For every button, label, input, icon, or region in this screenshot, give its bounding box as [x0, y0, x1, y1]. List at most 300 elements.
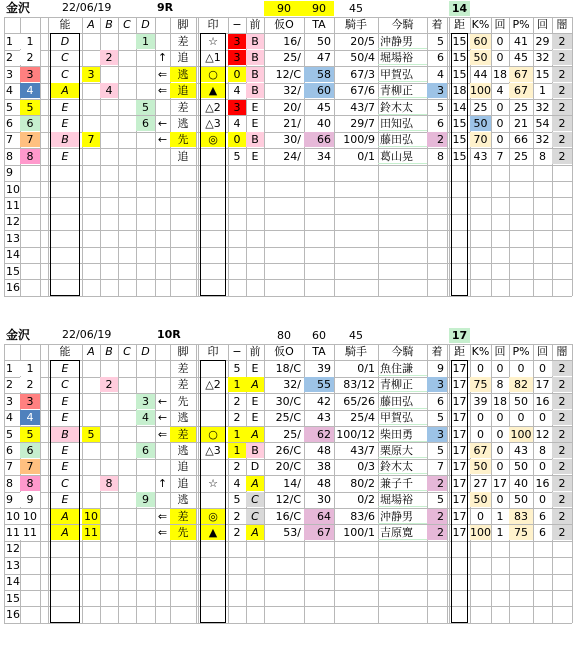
dark-horse-rating: 2 [552, 83, 572, 98]
col-d [136, 377, 155, 392]
finish-position: 9 [437, 361, 444, 375]
horse-number: 11 [20, 525, 40, 540]
k-return: 0 [496, 443, 504, 457]
header-kari: 仮O [274, 345, 294, 358]
grid-row-line [4, 590, 572, 591]
header-kari: 仮O [274, 18, 294, 31]
running-style: 追 [177, 51, 189, 65]
p-return: 6 [539, 525, 546, 539]
col-d: 6 [136, 116, 155, 131]
col-d: 9 [136, 492, 155, 507]
distance: 17 [452, 361, 467, 375]
ta-score: 60 [304, 83, 334, 98]
previous-rank: E [251, 100, 259, 114]
finish-position: 5 [437, 100, 444, 114]
horse-number: 9 [20, 492, 40, 507]
row-number: 12 [6, 542, 20, 556]
distance: 17 [452, 443, 467, 457]
grid-row-line [4, 197, 572, 198]
grid-col-line [572, 17, 573, 296]
col-a [82, 492, 100, 507]
trend-arrow: ← [157, 411, 168, 425]
col-c [118, 394, 136, 409]
race-date: 22/06/19 [62, 1, 112, 14]
row-number: 15 [6, 591, 20, 605]
trend-arrow: ← [157, 116, 168, 130]
rank-diff: 2 [233, 394, 241, 408]
col-c [118, 427, 136, 442]
jockey-stats: 0/1 [357, 149, 375, 163]
horse-number: 6 [20, 116, 40, 131]
jockey-name: 堀場裕 [378, 50, 427, 65]
p-percent: 0 [517, 361, 525, 375]
dark-horse-rating: 2 [552, 394, 572, 409]
k-return: 0 [496, 411, 504, 425]
ta-score: 45 [317, 100, 331, 114]
p-return: 6 [539, 509, 546, 523]
p-percent: 50 [514, 493, 528, 507]
col-b [100, 509, 118, 524]
trend-arrow: ⇐ [157, 427, 168, 441]
ta-score: 48 [317, 476, 331, 490]
jockey-name: 兼子千 [378, 476, 427, 491]
finish-position: 7 [437, 460, 444, 474]
jockey-stats: 100/1 [343, 525, 375, 539]
jockey-name: 柴田勇 [378, 427, 427, 442]
header-kai2: 回 [537, 345, 548, 358]
grid-row-line [4, 557, 572, 558]
finish-position: 6 [437, 116, 444, 130]
ability-rank: E [61, 394, 69, 408]
dark-horse-rating: 2 [552, 410, 572, 425]
top-kari-value: 90 [264, 1, 304, 16]
grid-row-line [4, 165, 572, 166]
k-percent: 43 [473, 149, 488, 163]
grid-col-line [449, 344, 450, 623]
previous-rank: C [246, 492, 264, 507]
ta-score: 42 [317, 394, 331, 408]
distance: 15 [452, 133, 467, 147]
jockey-stats: 25/4 [350, 411, 375, 425]
ability-rank: E [61, 116, 69, 130]
finish-position: 3 [427, 427, 447, 442]
prediction-mark: ◎ [201, 132, 225, 147]
k-return: 0 [496, 427, 504, 441]
ability-rank: E [61, 361, 69, 375]
ability-rank: B [51, 427, 79, 442]
finish-position: 3 [427, 83, 447, 98]
header-konkishu: 今騎 [391, 18, 414, 31]
grid-row-line [4, 344, 572, 345]
col-a [82, 394, 100, 409]
header-kishu: 騎手 [345, 18, 367, 31]
dark-horse-rating: 2 [552, 67, 572, 82]
prediction-mark: ○ [201, 427, 225, 442]
header-a: A [87, 345, 95, 358]
header-dash: − [232, 345, 242, 358]
k-return: 0 [496, 493, 504, 507]
dark-horse-rating: 2 [552, 443, 572, 458]
finish-position: 5 [437, 411, 444, 425]
jockey-name: 青柳正 [378, 83, 427, 98]
prediction-mark: ☆ [208, 34, 218, 48]
jockey-stats: 67/3 [350, 67, 375, 81]
trend-arrow: ← [157, 133, 168, 147]
distance: 15 [452, 149, 467, 163]
horse-number: 7 [20, 459, 40, 474]
k-percent: 50 [470, 116, 491, 131]
row-number: 13 [6, 231, 20, 245]
k-return: 0 [496, 133, 504, 147]
p-percent: 83 [509, 509, 533, 524]
ta-score: 40 [317, 116, 331, 130]
jockey-name: 吉原寛 [378, 525, 427, 540]
header-ta: TA [312, 18, 326, 31]
col-b [100, 34, 118, 49]
previous-rank: A [246, 525, 264, 540]
col-c [118, 443, 136, 458]
running-style: 先 [170, 132, 196, 147]
prediction-mark: ◎ [201, 509, 225, 524]
col-c [118, 100, 136, 115]
col-c [118, 377, 136, 392]
col-a [82, 116, 100, 131]
previous-rank: A [246, 427, 264, 442]
jockey-stats: 50/4 [350, 51, 375, 65]
k-percent: 50 [470, 492, 491, 507]
jockey-stats: 100/12 [336, 427, 375, 441]
prediction-mark: ○ [201, 67, 225, 82]
dark-horse-rating: 2 [552, 100, 572, 115]
row-number: 2 [6, 51, 13, 65]
row-number: 10 [6, 182, 20, 196]
running-style: 先 [177, 394, 189, 408]
ability-rank: C [61, 476, 69, 490]
previous-rank: A [246, 476, 264, 491]
trend-arrow [155, 377, 170, 392]
trend-arrow [155, 34, 170, 49]
horse-number: 6 [20, 443, 40, 458]
jockey-stats: 0/3 [357, 460, 375, 474]
distance: 14 [452, 100, 467, 114]
p-return: 0 [539, 460, 546, 474]
provisional-odds: 26/C [275, 443, 301, 457]
ta-score: 66 [304, 132, 334, 147]
dark-horse-rating: 2 [552, 476, 572, 491]
k-return: 0 [496, 460, 504, 474]
col-d: 3 [136, 394, 155, 409]
header-shirushi: 印 [207, 18, 219, 31]
ability-rank: E [61, 443, 69, 457]
k-return: 0 [496, 361, 504, 375]
p-return: 29 [535, 34, 550, 48]
jockey-name: 甲賀弘 [378, 67, 427, 82]
p-return: 8 [539, 443, 546, 457]
jockey-name: 甲賀弘 [378, 410, 427, 425]
header-c: C [123, 345, 131, 358]
jockey-name: 鈴木太 [378, 459, 427, 474]
col-b [100, 67, 118, 82]
k-percent: 100 [470, 525, 491, 539]
k-return: 1 [496, 509, 504, 523]
trend-arrow: ← [157, 394, 168, 408]
ability-rank: E [61, 493, 69, 507]
jockey-stats: 20/5 [350, 34, 375, 48]
grid-row-line [4, 17, 572, 18]
running-style: 差 [177, 361, 189, 375]
k-return: 18 [493, 394, 507, 408]
p-percent: 67 [509, 67, 533, 82]
ta-score: 55 [304, 377, 334, 392]
row-number: 10 [6, 509, 20, 523]
k-return: 1 [496, 525, 504, 539]
col-a [82, 83, 100, 98]
header-yami: 闇 [556, 18, 568, 31]
k-percent: 27 [473, 476, 488, 490]
ability-rank: D [60, 34, 70, 48]
grid-col-line [572, 344, 573, 623]
col-a [82, 443, 100, 458]
ability-rank: E [61, 411, 69, 425]
finish-position: 6 [437, 51, 444, 65]
previous-rank: E [251, 116, 259, 130]
col-d: 1 [136, 34, 155, 49]
p-percent: 21 [514, 116, 528, 130]
p-return: 15 [535, 67, 550, 81]
top-kyori-value: 14 [449, 1, 470, 16]
col-b [100, 132, 118, 147]
prediction-mark: △1 [205, 51, 221, 65]
provisional-odds: 12/C [275, 493, 301, 507]
finish-position: 6 [437, 394, 444, 408]
horse-number: 5 [20, 100, 40, 115]
header-chaku: 着 [431, 345, 443, 358]
previous-rank: C [246, 509, 264, 524]
grid-row-line [4, 623, 572, 624]
grid-col-line [48, 344, 49, 623]
trend-arrow [155, 459, 170, 474]
horse-number: 7 [20, 132, 40, 147]
previous-rank: E [251, 394, 259, 408]
rank-diff: 2 [233, 509, 241, 523]
k-return: 0 [496, 34, 504, 48]
p-return: 1 [539, 84, 546, 98]
col-b: 4 [100, 83, 118, 98]
row-number: 3 [6, 394, 13, 408]
col-d: 6 [136, 443, 155, 458]
jockey-name: 藤田弘 [378, 394, 427, 409]
header-ppct: P% [512, 18, 530, 31]
horse-number: 1 [20, 34, 40, 49]
p-return: 8 [539, 149, 546, 163]
ta-score: 30 [317, 493, 331, 507]
p-return: 32 [535, 100, 550, 114]
provisional-odds: 25/C [275, 411, 301, 425]
row-number: 4 [6, 84, 13, 98]
p-percent: 43 [514, 443, 528, 457]
previous-rank: A [246, 377, 264, 392]
col-d [136, 525, 155, 540]
ta-score: 58 [304, 67, 334, 82]
row-number: 11 [6, 198, 20, 212]
col-c [118, 361, 136, 376]
rank-diff: 1 [228, 377, 246, 392]
p-percent: 45 [514, 51, 528, 65]
col-c [118, 525, 136, 540]
k-return: 0 [496, 100, 504, 114]
header-kai: 回 [494, 345, 506, 358]
running-style: 逃 [177, 493, 189, 507]
k-percent: 70 [470, 132, 491, 147]
race-number: 9R [157, 1, 174, 14]
p-percent: 0 [517, 411, 525, 425]
col-c [118, 67, 136, 82]
jockey-stats: 100/9 [343, 133, 375, 147]
row-number: 1 [6, 34, 13, 48]
grid-row-line [4, 214, 572, 215]
col-c [118, 459, 136, 474]
p-return: 12 [535, 427, 550, 441]
p-percent: 40 [514, 476, 528, 490]
jockey-name: 魚住謙 [378, 361, 427, 376]
k-percent: 75 [470, 377, 491, 392]
header-konkishu: 今騎 [391, 345, 414, 358]
distance: 17 [452, 493, 467, 507]
col-c [118, 476, 136, 491]
header-shirushi: 印 [207, 345, 219, 358]
header-yami: 闇 [556, 345, 568, 358]
prediction-mark: △2 [205, 100, 221, 114]
previous-rank: B [246, 132, 264, 147]
grid-col-line [198, 344, 199, 623]
p-percent: 66 [514, 133, 528, 147]
running-style: 追 [177, 460, 189, 474]
jockey-name: 沖静男 [378, 34, 427, 49]
rank-diff: 3 [228, 100, 246, 115]
row-number: 6 [6, 116, 13, 130]
row-number: 13 [6, 558, 20, 572]
ta-score: 48 [317, 443, 331, 457]
jockey-stats: 83/6 [350, 509, 375, 523]
row-number: 9 [6, 166, 13, 180]
provisional-odds: 24/ [283, 149, 301, 163]
running-style: 差 [177, 100, 189, 114]
previous-rank: B [246, 443, 264, 458]
grid-row-line [4, 279, 572, 280]
k-return: 18 [493, 67, 507, 81]
trend-arrow [155, 361, 170, 376]
row-number: 14 [6, 248, 20, 262]
ability-rank: C [61, 67, 69, 81]
provisional-odds: 14/ [283, 476, 301, 490]
col-d [136, 427, 155, 442]
p-return: 32 [535, 133, 550, 147]
row-number: 5 [6, 427, 13, 441]
jockey-name: 鈴木太 [378, 100, 427, 115]
distance: 15 [452, 34, 467, 48]
ta-score: 62 [304, 427, 334, 442]
jockey-name: 田知弘 [378, 116, 427, 131]
ta-score: 38 [317, 460, 331, 474]
grid-col-line [40, 344, 41, 623]
dark-horse-rating: 2 [552, 492, 572, 507]
jockey-name: 藤田弘 [378, 132, 427, 147]
distance: 15 [452, 51, 467, 65]
col-d [136, 67, 155, 82]
col-a [82, 410, 100, 425]
col-b [100, 525, 118, 540]
k-percent: 50 [470, 50, 491, 65]
running-style: 逃 [177, 411, 189, 425]
trend-arrow [155, 492, 170, 507]
provisional-odds: 30/C [275, 394, 301, 408]
row-number: 8 [6, 476, 13, 490]
row-number: 7 [6, 133, 13, 147]
jockey-stats: 43/7 [350, 100, 375, 114]
track-name: 金沢 [6, 1, 31, 15]
header-dash: − [232, 18, 242, 31]
col-b [100, 361, 118, 376]
dark-horse-rating: 2 [552, 427, 572, 442]
col-d [136, 476, 155, 491]
running-style: 逃 [177, 443, 189, 457]
rank-diff: 3 [228, 50, 246, 65]
rank-diff: 4 [233, 116, 241, 130]
rank-diff: 5 [233, 493, 241, 507]
rank-diff: 5 [233, 149, 241, 163]
horse-number: 2 [20, 377, 40, 392]
jockey-stats: 0/1 [357, 361, 375, 375]
trend-arrow: ⇐ [157, 525, 168, 539]
horse-number: 1 [20, 361, 40, 376]
race-number: 10R [157, 328, 181, 341]
previous-rank: B [246, 67, 264, 82]
col-d [136, 83, 155, 98]
distance: 17 [452, 378, 467, 392]
header-kai2: 回 [537, 18, 548, 31]
col-a [82, 361, 100, 376]
header-ppct: P% [512, 345, 530, 358]
header-kishu: 騎手 [345, 345, 367, 358]
header-kpct: K% [471, 345, 490, 358]
ability-rank: B [51, 132, 79, 147]
rank-diff: 4 [233, 476, 241, 490]
jockey-name: 堀場裕 [378, 492, 427, 507]
header-chaku: 着 [431, 18, 443, 31]
ability-rank: E [61, 149, 69, 163]
jockey-stats: 0/2 [357, 493, 375, 507]
p-percent: 67 [509, 83, 533, 98]
top-ta-value: 60 [312, 329, 326, 342]
row-number: 4 [6, 411, 13, 425]
k-return: 4 [496, 84, 504, 98]
col-a [82, 34, 100, 49]
dark-horse-rating: 2 [552, 459, 572, 474]
jockey-stats: 83/12 [343, 378, 375, 392]
k-return: 0 [496, 116, 504, 130]
p-percent: 41 [514, 34, 528, 48]
k-return: 0 [496, 51, 504, 65]
k-return: 8 [496, 378, 504, 392]
row-number: 5 [6, 100, 13, 114]
col-b: 2 [100, 377, 118, 392]
grid-row-line [4, 296, 572, 297]
rank-diff: 4 [233, 84, 241, 98]
distance: 15 [452, 67, 467, 81]
trend-arrow [155, 149, 170, 164]
row-number: 15 [6, 264, 20, 278]
ta-score: 34 [317, 149, 331, 163]
